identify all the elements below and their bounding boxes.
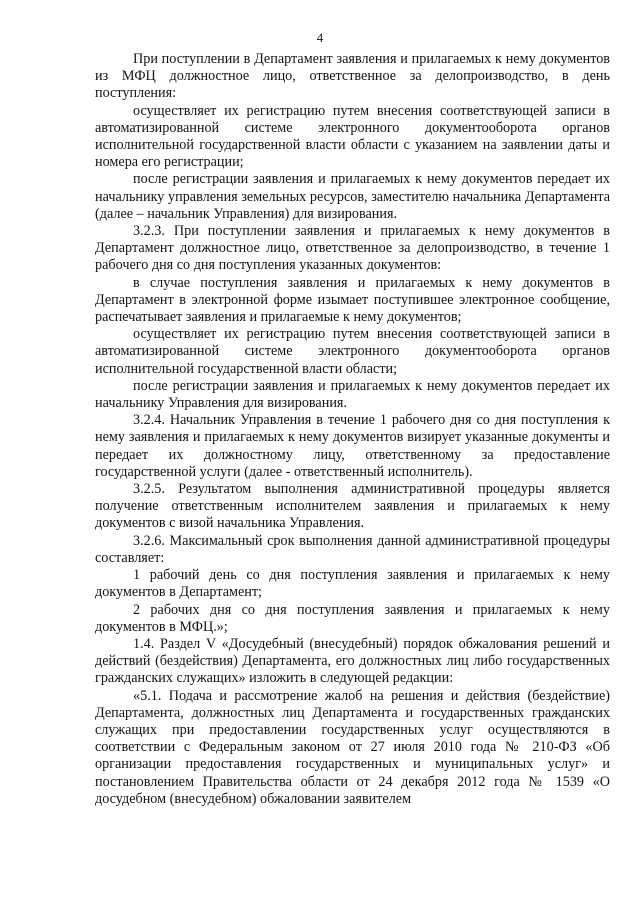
paragraph: «5.1. Подача и рассмотрение жалоб на решения и действия (бездействие) Департамента, должностных лиц Департамента и государственных гражданских служащих при предоставлении государственных услуг осуществляются в соответствии с Федеральным законом от 27 июля 2010 года № 210-ФЗ «Об организации предоставления государственных и муниципальных услуг» и постановлением Правительства области от 24 декабря 2012 года № 1539 «О досудебном (внесудебном) обжаловании заявителем xyxy=(95,687,610,807)
paragraph: осуществляет их регистрацию путем внесения соответствующей записи в автоматизированной системе электронного документооборота органов исполнительной государственной власти области; xyxy=(95,326,610,377)
page-number: 4 xyxy=(316,30,324,45)
paragraph: в случае поступления заявления и прилагаемых к нему документов в Департамент в электронной форме изымает поступившее электронное сообщение, распечатывает заявления и прилагаемые к нему документов; xyxy=(95,274,610,326)
paragraph: после регистрации заявления и прилагаемых к нему документов передает их начальнику Управления для визирования. xyxy=(95,377,610,412)
paragraph: 3.2.3. При поступлении заявления и прилагаемых к нему документов в Департамент должностное лицо, ответственное за делопроизводство, в течение 1 рабочего дня со дня поступления указанных документов: xyxy=(95,223,610,274)
paragraph: 1 рабочий день со дня поступления заявления и прилагаемых к нему документов в Департамент; xyxy=(95,567,610,601)
paragraph: 3.2.4. Начальник Управления в течение 1 рабочего дня со дня поступления к нему заявления и прилагаемых к нему документов визирует указанные документы и передает их должностному лицу, ответственному за предоставление государственной услуги (далее - ответственный исполнитель). xyxy=(95,412,610,480)
paragraph: 1.4. Раздел V «Досудебный (внесудебный) порядок обжалования решений и действий (бездействия) Департамента, его должностных лиц либо государственных гражданских служащих» изложить в следующей редакции: xyxy=(95,635,610,687)
paragraph: При поступлении в Департамент заявления и прилагаемых к нему документов из МФЦ должностное лицо, ответственное за делопроизводство, в день поступления: xyxy=(95,51,610,102)
paragraph: после регистрации заявления и прилагаемых к нему документов передает их начальнику управления земельных ресурсов, заместителю начальника Департамента (далее – начальник Управления) для визирования. xyxy=(95,171,610,222)
paragraph: осуществляет их регистрацию путем внесения соответствующей записи в автоматизированной системе электронного документооборота органов исполнительной государственной власти области с указанием на заявлении даты и номера его регистрации; xyxy=(95,102,610,171)
document-body xyxy=(95,51,610,808)
paragraph: 3.2.5. Результатом выполнения административной процедуры является получение ответственным исполнителем заявления и прилагаемых к нему документов с визой начальника Управления. xyxy=(95,481,610,532)
paragraph: 3.2.6. Максимальный срок выполнения данной административной процедуры составляет: xyxy=(95,532,610,566)
paragraph: 2 рабочих дня со дня поступления заявления и прилагаемых к нему документов в МФЦ.»; xyxy=(95,601,610,635)
